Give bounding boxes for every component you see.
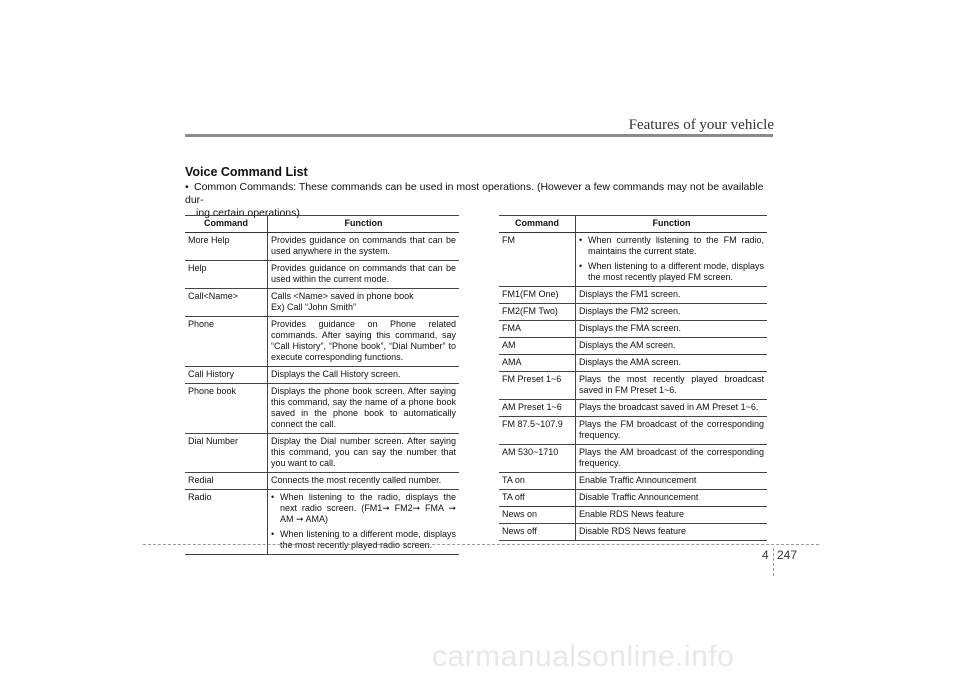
- table-row: [185, 473, 459, 490]
- function-bullet: [579, 261, 764, 283]
- command-cell: News on: [499, 507, 576, 524]
- function-text: Ex) Call “John Smith”: [271, 302, 357, 312]
- function-cell: [576, 417, 768, 445]
- command-cell: AMA: [499, 355, 576, 372]
- function-text: Plays the broadcast saved in AM Preset 1~6.: [579, 402, 759, 412]
- table-row: [185, 261, 459, 289]
- bullet-glyph: •: [185, 181, 189, 193]
- command-cell: Phone book: [185, 384, 268, 434]
- function-bullet-text: When listening to a different mode, displays the most recently played FM screen.: [588, 261, 764, 282]
- function-cell: [268, 367, 460, 384]
- function-text: Connects the most recently called number.: [271, 475, 442, 485]
- table-row: [499, 338, 767, 355]
- function-text: Displays the Call History screen.: [271, 369, 401, 379]
- command-cell: Redial: [185, 473, 268, 490]
- function-cell: [576, 507, 768, 524]
- table-row: [185, 434, 459, 473]
- function-text: Plays the FM broadcast of the corresponding frequency.: [579, 419, 764, 440]
- table-row: [499, 233, 767, 287]
- table-row: [499, 287, 767, 304]
- function-text: Plays the AM broadcast of the corresponding frequency.: [579, 447, 764, 468]
- function-text: Enable RDS News feature: [579, 509, 685, 519]
- function-bullet: [579, 235, 764, 257]
- command-cell: Help: [185, 261, 268, 289]
- function-cell: [576, 338, 768, 355]
- table-row: [499, 355, 767, 372]
- bullet-glyph: •: [579, 235, 583, 245]
- table-row: [499, 507, 767, 524]
- function-cell: [576, 490, 768, 507]
- function-text: Provides guidance on commands that can be used within the current mode.: [271, 263, 456, 284]
- bullet-glyph: •: [271, 492, 275, 502]
- page-heading: Voice Command List: [185, 165, 308, 179]
- function-cell: [576, 304, 768, 321]
- function-text: Displays the AM screen.: [579, 340, 676, 350]
- table-row: [185, 384, 459, 434]
- function-text: Displays the FMA screen.: [579, 323, 682, 333]
- table-row: [499, 304, 767, 321]
- function-cell: [576, 321, 768, 338]
- function-cell: [268, 473, 460, 490]
- command-cell: FM1(FM One): [499, 287, 576, 304]
- command-cell: FM Preset 1~6: [499, 372, 576, 400]
- table-row: [185, 317, 459, 367]
- section-title: Features of your vehicle: [628, 117, 774, 133]
- right-command-table: [499, 215, 767, 541]
- function-cell: [268, 434, 460, 473]
- function-text: Displays the AMA screen.: [579, 357, 682, 367]
- command-cell: FMA: [499, 321, 576, 338]
- page-number: 247: [777, 548, 798, 562]
- command-cell: FM2(FM Two): [499, 304, 576, 321]
- function-text: Display the Dial number screen. After saying this command, you can say the number that you want to call.: [271, 436, 456, 468]
- function-text: Disable RDS News feature: [579, 526, 687, 536]
- function-text: Provides guidance on commands that can be used anywhere in the system.: [271, 235, 456, 256]
- function-text: Displays the FM1 screen.: [579, 289, 681, 299]
- left-table-body: [185, 233, 459, 555]
- function-text: Enable Traffic Announcement: [579, 475, 697, 485]
- function-cell: [576, 233, 768, 287]
- table-row: [499, 473, 767, 490]
- table-row: [499, 490, 767, 507]
- column-header-function: Function: [268, 216, 460, 233]
- watermark: carmanualsonline.info: [432, 640, 735, 673]
- function-cell: [576, 473, 768, 490]
- function-cell: [576, 372, 768, 400]
- chapter-number: 4: [762, 548, 769, 562]
- command-cell: Call<Name>: [185, 289, 268, 317]
- function-text: Displays the phone book screen. After saying this command, say the name of a phone book saved in the phone book to automatically connect the call.: [271, 386, 456, 429]
- table-row: [185, 367, 459, 384]
- function-text: Disable Traffic Announcement: [579, 492, 699, 502]
- command-cell: AM 530~1710: [499, 445, 576, 473]
- table-row: [499, 372, 767, 400]
- column-header-command: Command: [499, 216, 576, 233]
- table-row: [185, 289, 459, 317]
- command-cell: FM: [499, 233, 576, 287]
- function-cell: [268, 384, 460, 434]
- command-cell: AM: [499, 338, 576, 355]
- function-cell: [576, 445, 768, 473]
- column-header-function: Function: [576, 216, 768, 233]
- command-cell: News off: [499, 524, 576, 541]
- intro-line-2: ing certain operations): [196, 207, 300, 219]
- function-cell: [576, 287, 768, 304]
- table-row: [499, 524, 767, 541]
- table-row: [499, 445, 767, 473]
- command-cell: TA off: [499, 490, 576, 507]
- function-text: Provides guidance on Phone related commands. After saying this command, say “Call History”, “Phone book”, “Dial Number” to execute corresponding functions.: [271, 319, 456, 362]
- function-bullet-text: When listening to the radio, displays the next radio screen. (FM1➞ FM2➞ FMA ➞ AM ➞ AMA): [280, 492, 456, 524]
- command-cell: FM 87.5~107.9: [499, 417, 576, 445]
- function-text: Calls <Name> saved in phone book: [271, 291, 414, 301]
- footer-rule: [143, 544, 819, 545]
- command-cell: TA on: [499, 473, 576, 490]
- command-cell: Dial Number: [185, 434, 268, 473]
- function-text: Plays the most recently played broadcast saved in FM Preset 1~6.: [579, 374, 764, 395]
- function-cell: [268, 289, 460, 317]
- page-number-divider: [773, 548, 774, 576]
- header-rule: [185, 134, 773, 137]
- table-row: [499, 400, 767, 417]
- function-cell: [268, 233, 460, 261]
- function-text: Displays the FM2 screen.: [579, 306, 681, 316]
- function-bullet-text: When listening to a different mode, displays the most recently played radio screen.: [280, 529, 456, 550]
- table-row: [185, 233, 459, 261]
- function-cell: [268, 317, 460, 367]
- command-cell: Call History: [185, 367, 268, 384]
- function-cell: [576, 355, 768, 372]
- function-cell: [576, 524, 768, 541]
- function-cell: [268, 261, 460, 289]
- function-bullet: [271, 529, 456, 551]
- function-cell: [576, 400, 768, 417]
- command-cell: Phone: [185, 317, 268, 367]
- bullet-glyph: •: [271, 529, 275, 539]
- column-header-command: Command: [185, 216, 268, 233]
- command-cell: AM Preset 1~6: [499, 400, 576, 417]
- table-row: [499, 321, 767, 338]
- intro-line-1: Common Commands: These commands can be used in most operations. (However a few commands may not be available dur-: [185, 181, 764, 206]
- right-table-body: [499, 233, 767, 541]
- command-cell: Radio: [185, 490, 268, 555]
- function-bullet: [271, 492, 456, 525]
- table-row: [499, 417, 767, 445]
- command-cell: More Help: [185, 233, 268, 261]
- left-command-table: [185, 215, 459, 555]
- function-bullet-text: When currently listening to the FM radio, maintains the current state.: [588, 235, 764, 256]
- bullet-glyph: •: [579, 261, 583, 271]
